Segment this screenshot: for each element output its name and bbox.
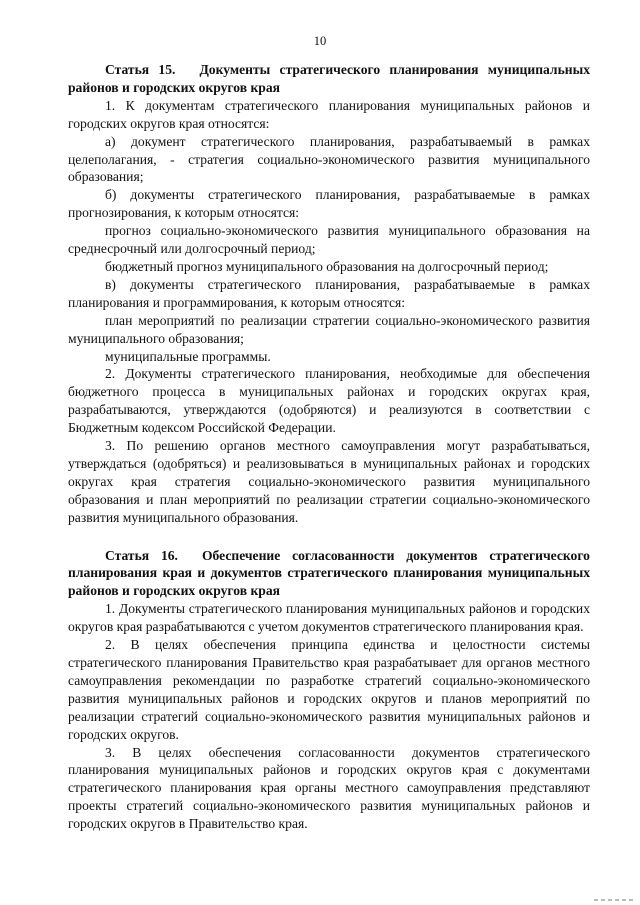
article-15-paragraph: план мероприятий по реализации стратегии социально-экономического развития муниципального образования;	[68, 312, 590, 346]
article-15-paragraph: 2. Документы стратегического планирования, необходимые для обеспечения бюджетного процесса в муниципальных районах и городских округах края, разрабатываются, утверждаются (одобряются) и реализуются в соответствии с Бюджетным кодексом Российской Федерации.	[68, 366, 590, 436]
article-16-paragraph: 1. Документы стратегического планирования муниципальных районов и городских округов края разрабатываются с учетом документов стратегического планирования края.	[68, 601, 590, 635]
article-15-label: Статья 15.	[105, 62, 176, 77]
section-spacer	[68, 527, 590, 547]
article-16-heading	[68, 547, 590, 601]
article-16-title: Обеспечение согласованности документов стратегического планирования края и документов стратегического планирования муниципальных районов и городских округов края	[68, 547, 590, 599]
scan-artifact	[594, 899, 636, 901]
document-body	[68, 61, 590, 833]
article-16-label: Статья 16.	[105, 547, 178, 563]
article-15-paragraph: бюджетный прогноз муниципального образования на долгосрочный период;	[105, 258, 549, 274]
article-16-paragraph: 3. В целях обеспечения согласованности документов стратегического планирования муниципальных районов и городских округов края с документами стратегического планирования края органы местного самоуправления представляют проекты стратегий социально-экономического развития муниципальных районов и городских округов в Правительство края.	[68, 744, 590, 832]
page-number: 10	[313, 34, 327, 48]
article-15-paragraph: 1. К документам стратегического планирования муниципальных районов и городских округов края относятся:	[68, 97, 590, 131]
article-15-paragraph: 3. По решению органов местного самоуправления могут разрабатываться, утверждаться (одобряться) и реализовываться в муниципальных районах и городских округах края стратегия социально-экономического развития муниципального образования и план мероприятий по реализации стратегии социально-экономического развития муниципального образования.	[68, 438, 590, 525]
article-15-paragraph: прогноз социально-экономического развития муниципального образования на среднесрочный или долгосрочный период;	[68, 223, 590, 257]
article-15-title: Документы стратегического планирования муниципальных районов и городских округов края	[68, 62, 590, 95]
article-15-paragraph: муниципальные программы.	[105, 348, 271, 364]
article-15-paragraph: а) документ стратегического планирования, разрабатываемый в рамках целеполагания, - стратегия социально-экономического развития муниципального образования;	[68, 133, 590, 185]
article-16-paragraph: 2. В целях обеспечения принципа единства и целостности системы стратегического планирования Правительство края разрабатывает для органов местного самоуправления рекомендации по разработке стратегий социально-экономического развития муниципальных районов и городских округов и планов мероприятий по реализации стратегий социально-экономического развития муниципальных районов и городских округов.	[68, 637, 590, 742]
article-15-paragraph: б) документы стратегического планирования, разрабатываемые в рамках прогнозирования, к которым относятся:	[68, 187, 590, 221]
article-15-paragraph: в) документы стратегического планирования, разрабатываемые в рамках планирования и программирования, к которым относятся:	[68, 276, 590, 310]
article-15-heading	[68, 61, 590, 97]
